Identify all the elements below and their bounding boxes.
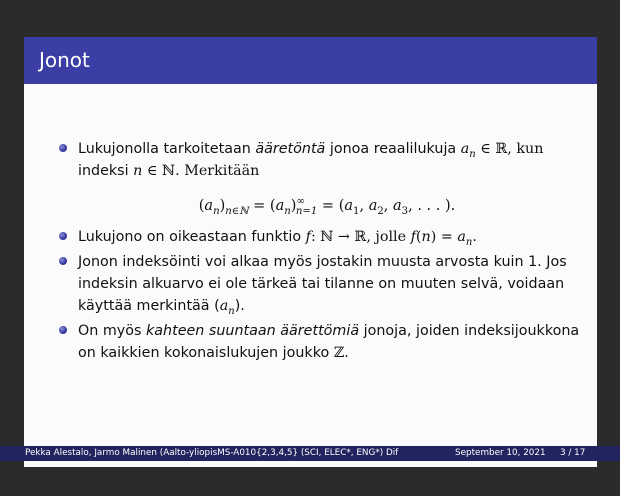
footer-bar bbox=[0, 446, 620, 461]
text: . bbox=[472, 229, 477, 245]
eq-part: , bbox=[383, 198, 394, 214]
footer-page-number: 3 / 17 bbox=[560, 448, 586, 458]
math: ( bbox=[415, 229, 422, 245]
math: a bbox=[460, 141, 470, 157]
eq-part: ) bbox=[290, 198, 297, 214]
bullet-ball-icon bbox=[59, 326, 67, 334]
bullet-ball-icon bbox=[59, 257, 67, 265]
text: Lukujono on oikeastaan funktio bbox=[78, 229, 306, 245]
eq-part: a bbox=[204, 198, 214, 214]
text: indeksi bbox=[78, 163, 134, 179]
footer-authors: Pekka Alestalo, Jarmo Malinen (Aalto-yliopisMS-A010{2,3,4,5} (SCI, ELEC*, ENG*) Dif bbox=[25, 448, 399, 458]
eq-part: ( bbox=[198, 198, 205, 214]
math: f bbox=[305, 229, 311, 245]
display-equation bbox=[62, 195, 582, 217]
text: ). bbox=[234, 298, 245, 314]
eq-part: 3 bbox=[401, 205, 409, 217]
bullet-item bbox=[62, 138, 582, 182]
eq-part: a bbox=[393, 198, 402, 214]
math: f bbox=[410, 229, 416, 245]
eq-part: = ( bbox=[317, 198, 345, 214]
text: käyttää merkintää ( bbox=[78, 298, 220, 314]
eq-part: a bbox=[368, 198, 378, 214]
bullet-item bbox=[62, 320, 582, 364]
math: n bbox=[133, 163, 143, 179]
text: On myös bbox=[78, 323, 146, 339]
text: : ℕ → ℝ, jolle bbox=[310, 229, 411, 245]
text: on kaikkien kokonaislukujen joukko bbox=[78, 345, 334, 361]
math: a bbox=[457, 229, 466, 245]
eq-part: n bbox=[213, 205, 220, 217]
eq-part: n=1 bbox=[295, 205, 318, 217]
bullet-list bbox=[62, 138, 582, 364]
text: . bbox=[344, 345, 349, 361]
bullet-item bbox=[62, 226, 582, 248]
bullet-item bbox=[62, 251, 582, 317]
math: n bbox=[421, 229, 431, 245]
text: Jonon indeksöinti voi alkaa myös jostakin muusta arvosta kuin 1. Jos bbox=[78, 254, 567, 270]
eq-part: 1 bbox=[353, 205, 360, 217]
text: jonoa reaalilukuja bbox=[325, 141, 461, 157]
slide bbox=[24, 37, 597, 467]
math-sub: n bbox=[469, 148, 476, 160]
math: ∈ ℝ, kun bbox=[475, 141, 544, 157]
title-bar bbox=[24, 37, 597, 84]
math: ) = bbox=[430, 229, 458, 245]
eq-part: 2 bbox=[377, 205, 384, 217]
text: indeksin alkuarvo ei ole tärkeä tai tilanne on muuten selvä, voidaan bbox=[78, 276, 565, 292]
math: ℤ bbox=[333, 345, 345, 361]
math-sub: n bbox=[465, 236, 473, 248]
eq-part: = ( bbox=[248, 198, 276, 214]
eq-part: ∞ bbox=[296, 196, 305, 208]
eq-part: , . . . ). bbox=[408, 198, 456, 214]
eq-part: n∈ℕ bbox=[225, 205, 249, 217]
footer-date: September 10, 2021 bbox=[455, 448, 546, 458]
slide-title: Jonot bbox=[39, 48, 90, 72]
bullet-ball-icon bbox=[59, 144, 67, 152]
eq-part: n bbox=[284, 205, 291, 217]
bullet-ball-icon bbox=[59, 232, 67, 240]
eq-part: a bbox=[275, 198, 285, 214]
eq-part: ) bbox=[219, 198, 226, 214]
math: a bbox=[219, 298, 229, 314]
emphasis: ääretöntä bbox=[255, 141, 326, 157]
eq-part: , bbox=[359, 198, 369, 214]
eq-part: a bbox=[344, 198, 354, 214]
text: ∈ ℕ. Merkitään bbox=[142, 163, 260, 179]
text: jonoja, joiden indeksijoukkona bbox=[359, 323, 580, 339]
text: Lukujonolla tarkoitetaan bbox=[78, 141, 256, 157]
emphasis: kahteen suuntaan äärettömiä bbox=[146, 323, 360, 339]
math-sub: n bbox=[228, 305, 235, 317]
